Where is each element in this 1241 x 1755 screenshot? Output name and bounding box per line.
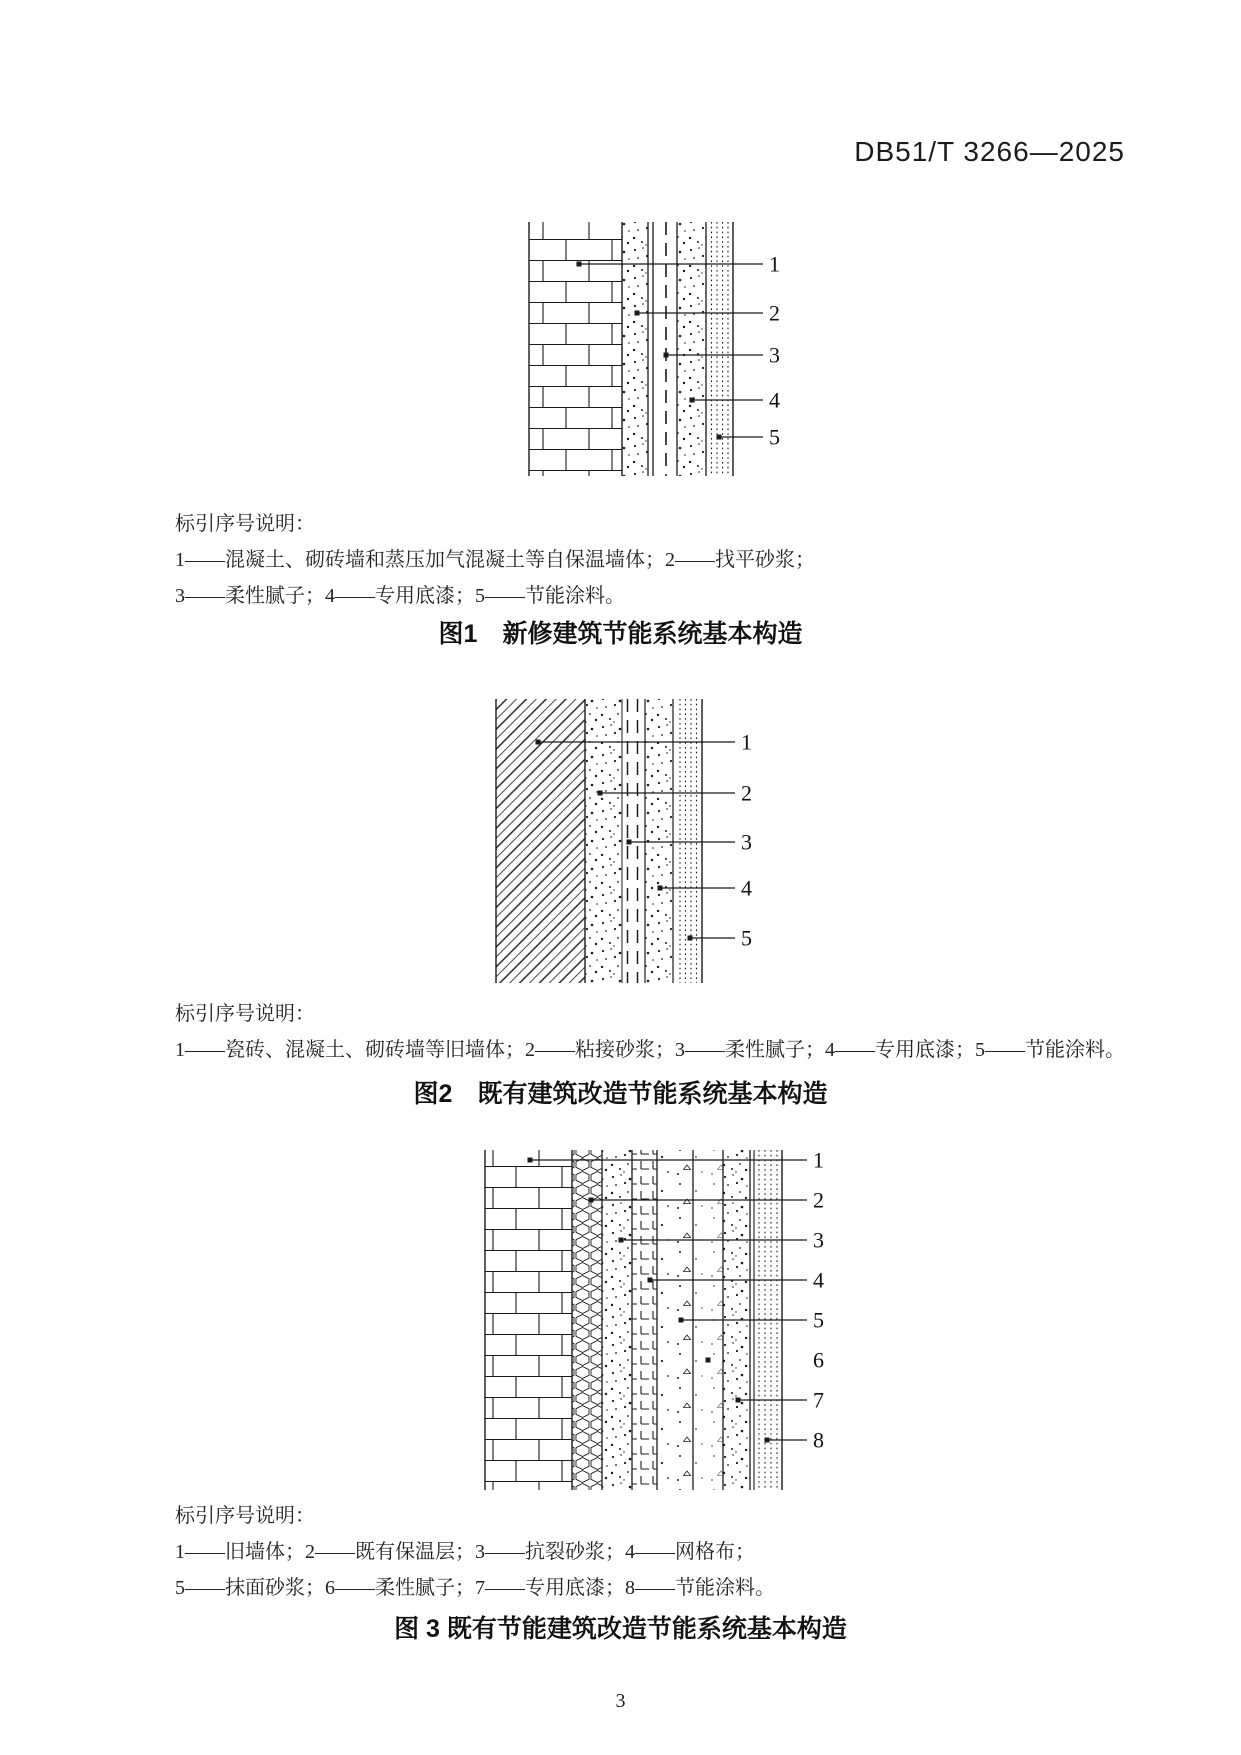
figure3-callout-label: 3 xyxy=(813,1227,824,1253)
figure1-callout-label: 2 xyxy=(769,300,780,326)
figure2-caption: 图2 既有建筑改造节能系统基本构造 xyxy=(413,1080,828,1108)
figure3-callout-label: 1 xyxy=(813,1147,824,1173)
figure1-legend-line: 3——柔性腻子；4——专用底漆；5——节能涂料。 xyxy=(175,585,625,607)
figure3-layer-old-wall xyxy=(485,1150,572,1490)
figure1-legend xyxy=(175,506,815,614)
figure1-callout-label: 4 xyxy=(769,387,780,413)
figure3-legend-title: 标引序号说明： xyxy=(175,1505,315,1527)
figure3-callout-label: 8 xyxy=(813,1427,824,1453)
figure1-callout-label: 5 xyxy=(769,424,780,450)
figure1-layer-energy-saving-coating xyxy=(712,222,734,476)
figure1-caption: 图1 新修建筑节能系统基本构造 xyxy=(438,620,803,648)
figure3-caption: 图 3 既有节能建筑改造节能系统基本构造 xyxy=(394,1615,847,1643)
figure2-callout-label: 2 xyxy=(741,780,752,806)
figure1-legend-line: 1——混凝土、砌砖墙和蒸压加气混凝土等自保温墙体；2——找平砂浆； xyxy=(175,549,815,571)
figure1-wall-layers xyxy=(529,222,733,476)
figure1-diagram xyxy=(520,218,810,480)
figure2-callout-label: 5 xyxy=(741,925,752,951)
figure1-layer-self-insulating-wall xyxy=(529,222,622,476)
figure1-layer-leveling-mortar xyxy=(623,222,649,476)
figure3-callout-label: 4 xyxy=(813,1267,824,1293)
figure3-legend xyxy=(175,1498,775,1606)
figure3-layer-mesh-cloth xyxy=(633,1150,658,1490)
figure2-callout-label: 1 xyxy=(741,729,752,755)
figure3-diagram xyxy=(470,1145,840,1495)
figure3-callout-label: 2 xyxy=(813,1187,824,1213)
doc-code: DB51/T 3266—2025 xyxy=(854,136,1125,167)
figure2-legend-line: 1——瓷砖、混凝土、砌砖墙等旧墙体；2——粘接砂浆；3——柔性腻子；4——专用底漆；5——节能涂料。 xyxy=(175,1039,1125,1061)
figure2-legend-title: 标引序号说明： xyxy=(175,1003,315,1025)
figure3-layer-existing-insulation xyxy=(573,1150,603,1490)
page-number: 3 xyxy=(615,1690,626,1712)
figure3-callout-label: 6 xyxy=(813,1347,824,1373)
figure3-callout-label: 7 xyxy=(813,1387,824,1413)
figure3-layer-anticrack-mortar xyxy=(603,1150,633,1490)
figure1-callout-label: 1 xyxy=(769,251,780,277)
figure1-layer-special-primer xyxy=(678,222,707,476)
figure2-callout-label: 3 xyxy=(741,829,752,855)
figure3-callout-label: 5 xyxy=(813,1307,824,1333)
figure2-legend xyxy=(175,996,1125,1068)
figure2-callout-label: 4 xyxy=(741,875,752,901)
figure1-callout-label: 3 xyxy=(769,342,780,368)
figure2-diagram xyxy=(488,695,778,987)
figure3-legend-line: 5——抹面砂浆；6——柔性腻子；7——专用底漆；8——节能涂料。 xyxy=(175,1577,775,1599)
figure3-legend-line: 1——旧墙体；2——既有保温层；3——抗裂砂浆；4——网格布； xyxy=(175,1541,755,1563)
figure1-legend-title: 标引序号说明： xyxy=(175,513,315,535)
